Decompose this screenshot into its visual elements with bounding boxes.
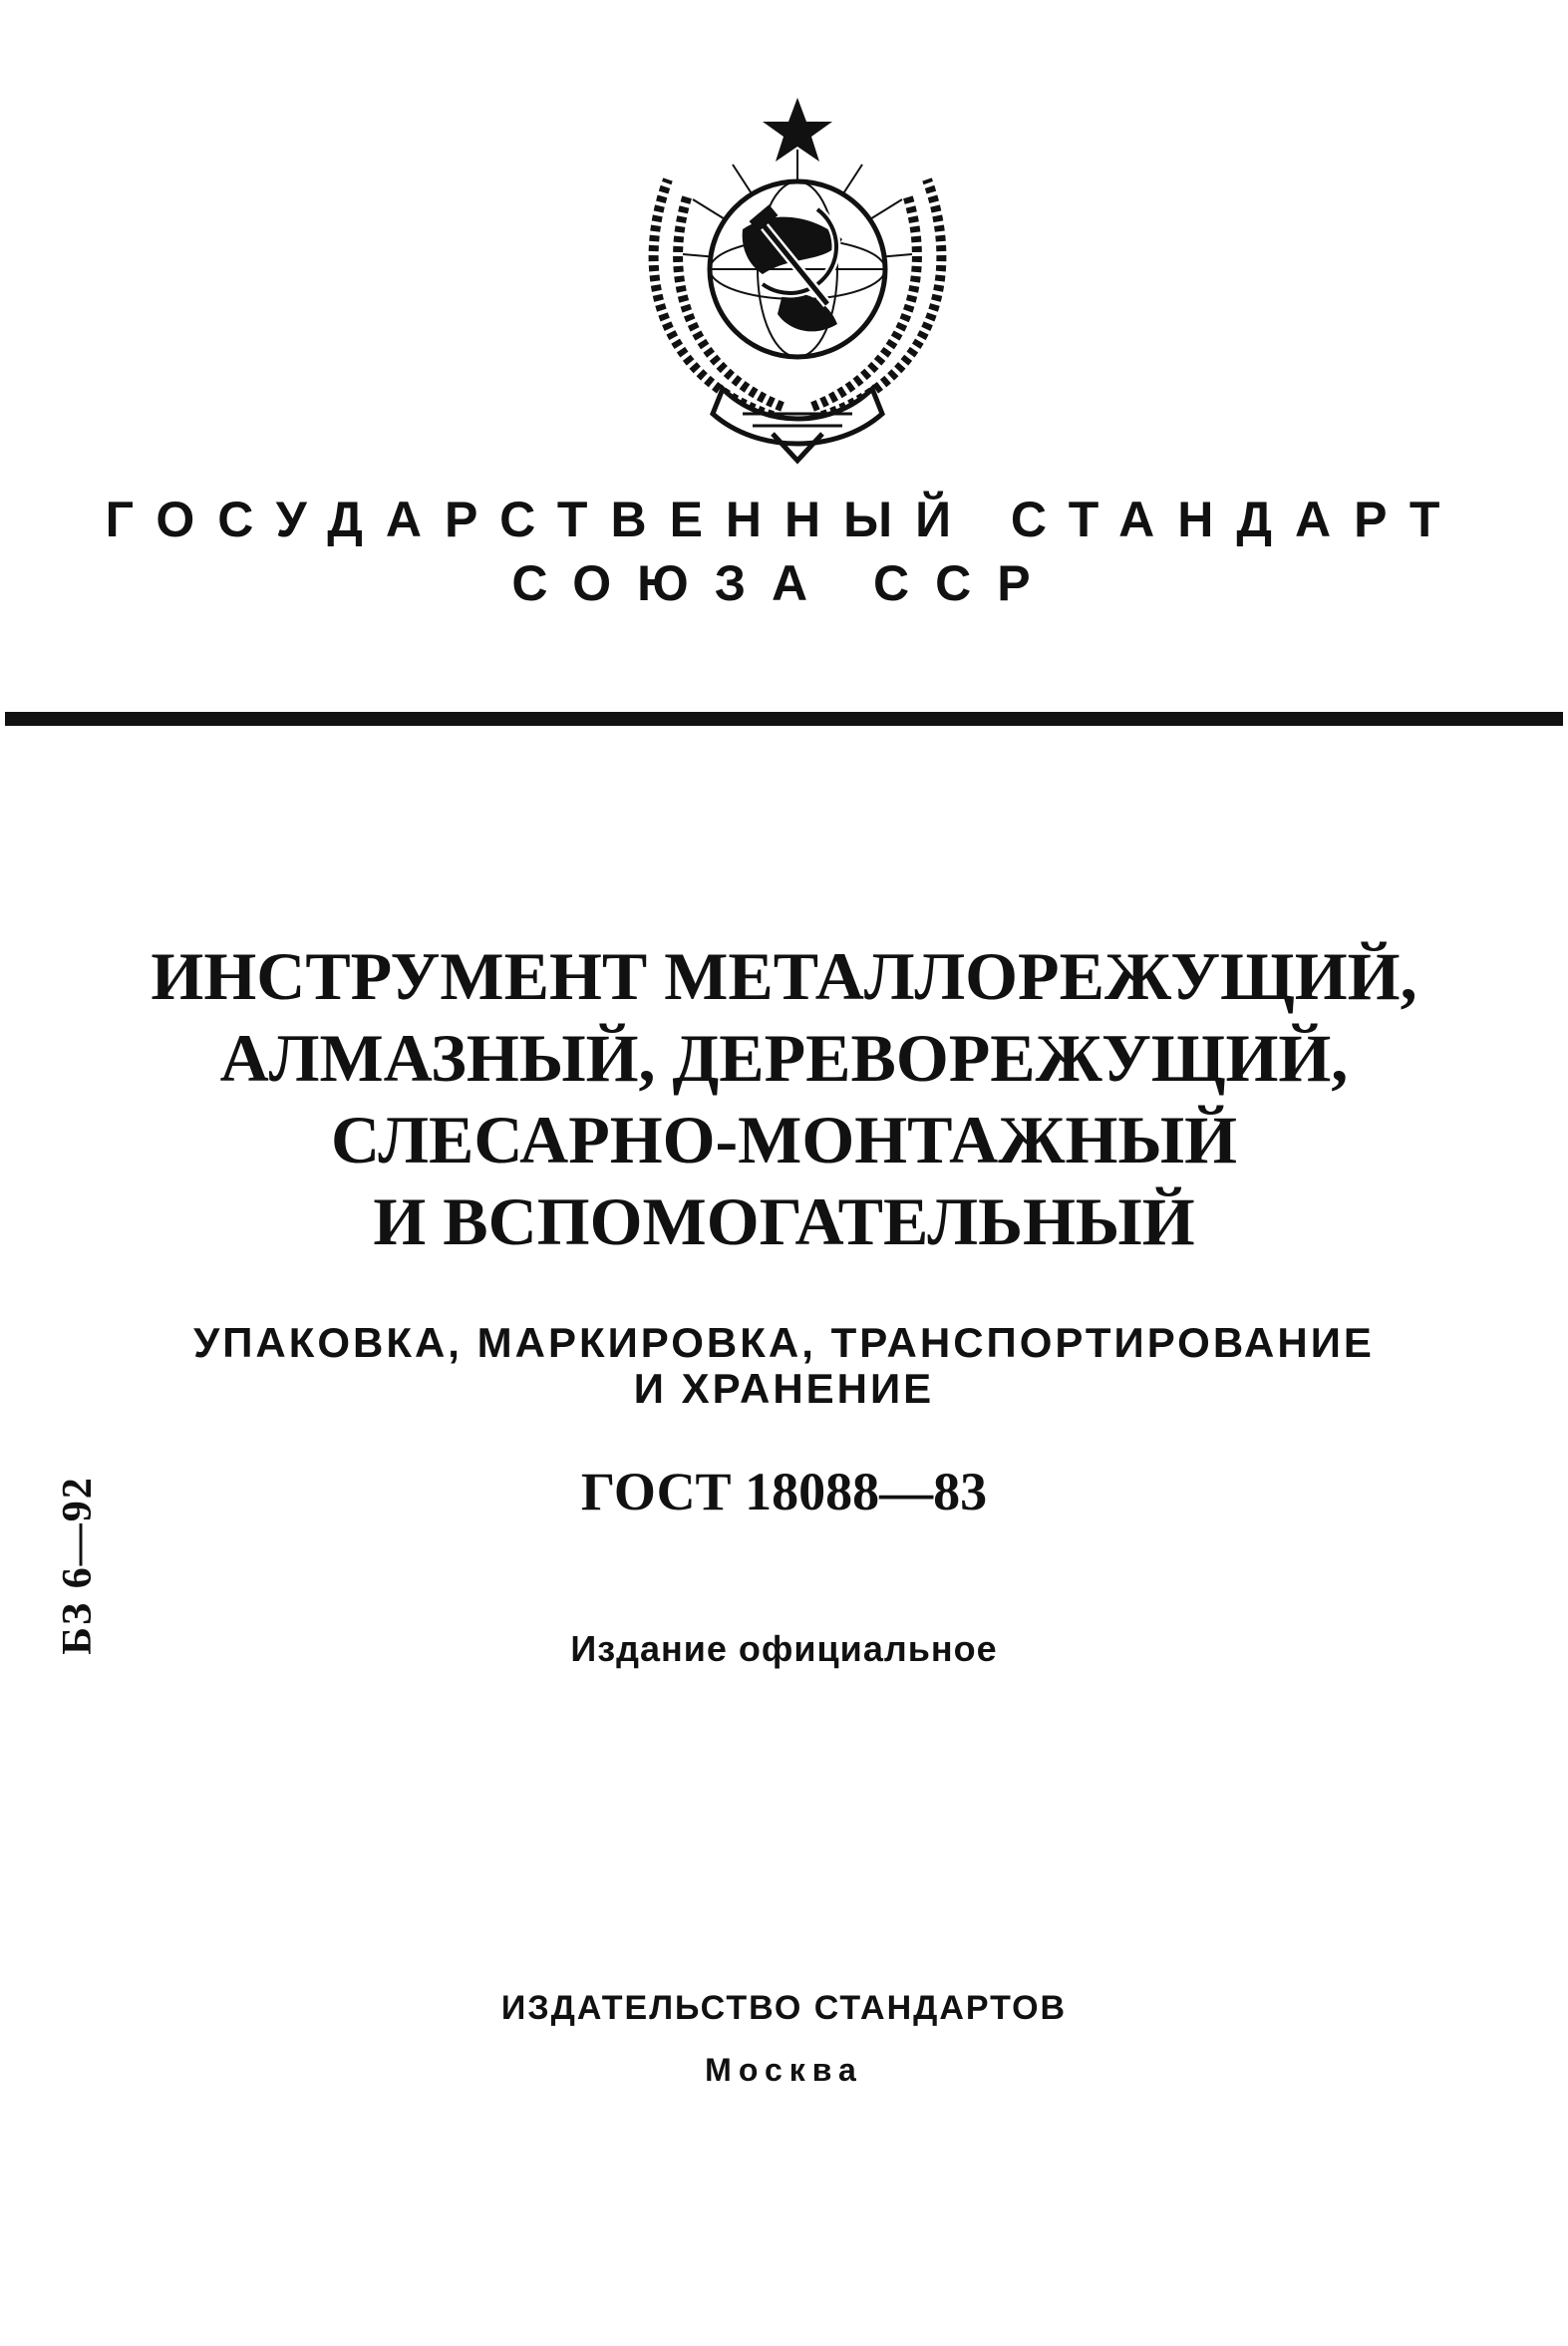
subtitle-line-2: И ХРАНЕНИЕ bbox=[633, 1365, 935, 1412]
side-code bbox=[48, 1451, 108, 1680]
title-line-2: АЛМАЗНЫЙ, ДЕРЕВОРЕЖУЩИЙ, bbox=[219, 1020, 1349, 1096]
header-state-standard: ГОСУДАРСТВЕННЫЙ СТАНДАРТ bbox=[105, 492, 1463, 547]
edition-label: Издание официальное bbox=[570, 1628, 998, 1669]
standard-number: ГОСТ 18088—83 bbox=[580, 1462, 988, 1521]
title-line-3: СЛЕСАРНО-МОНТАЖНЫЙ bbox=[330, 1102, 1238, 1177]
header-ussr: СОЮЗА ССР bbox=[511, 555, 1057, 611]
divider-rule bbox=[5, 712, 1563, 726]
publisher-city: Москва bbox=[705, 2052, 863, 2088]
publisher-name: ИЗДАТЕЛЬСТВО СТАНДАРТОВ bbox=[500, 1989, 1068, 2027]
title-line-4: И ВСПОМОГАТЕЛЬНЫЙ bbox=[373, 1183, 1195, 1259]
side-code-text: БЗ 6—92 bbox=[55, 1476, 101, 1655]
subtitle-line-1: УПАКОВКА, МАРКИРОВКА, ТРАНСПОРТИРОВАНИЕ bbox=[193, 1319, 1375, 1366]
title-line-1: ИНСТРУМЕНТ МЕТАЛЛОРЕЖУЩИЙ, bbox=[151, 938, 1417, 1014]
ussr-coat-of-arms-icon bbox=[613, 90, 982, 469]
